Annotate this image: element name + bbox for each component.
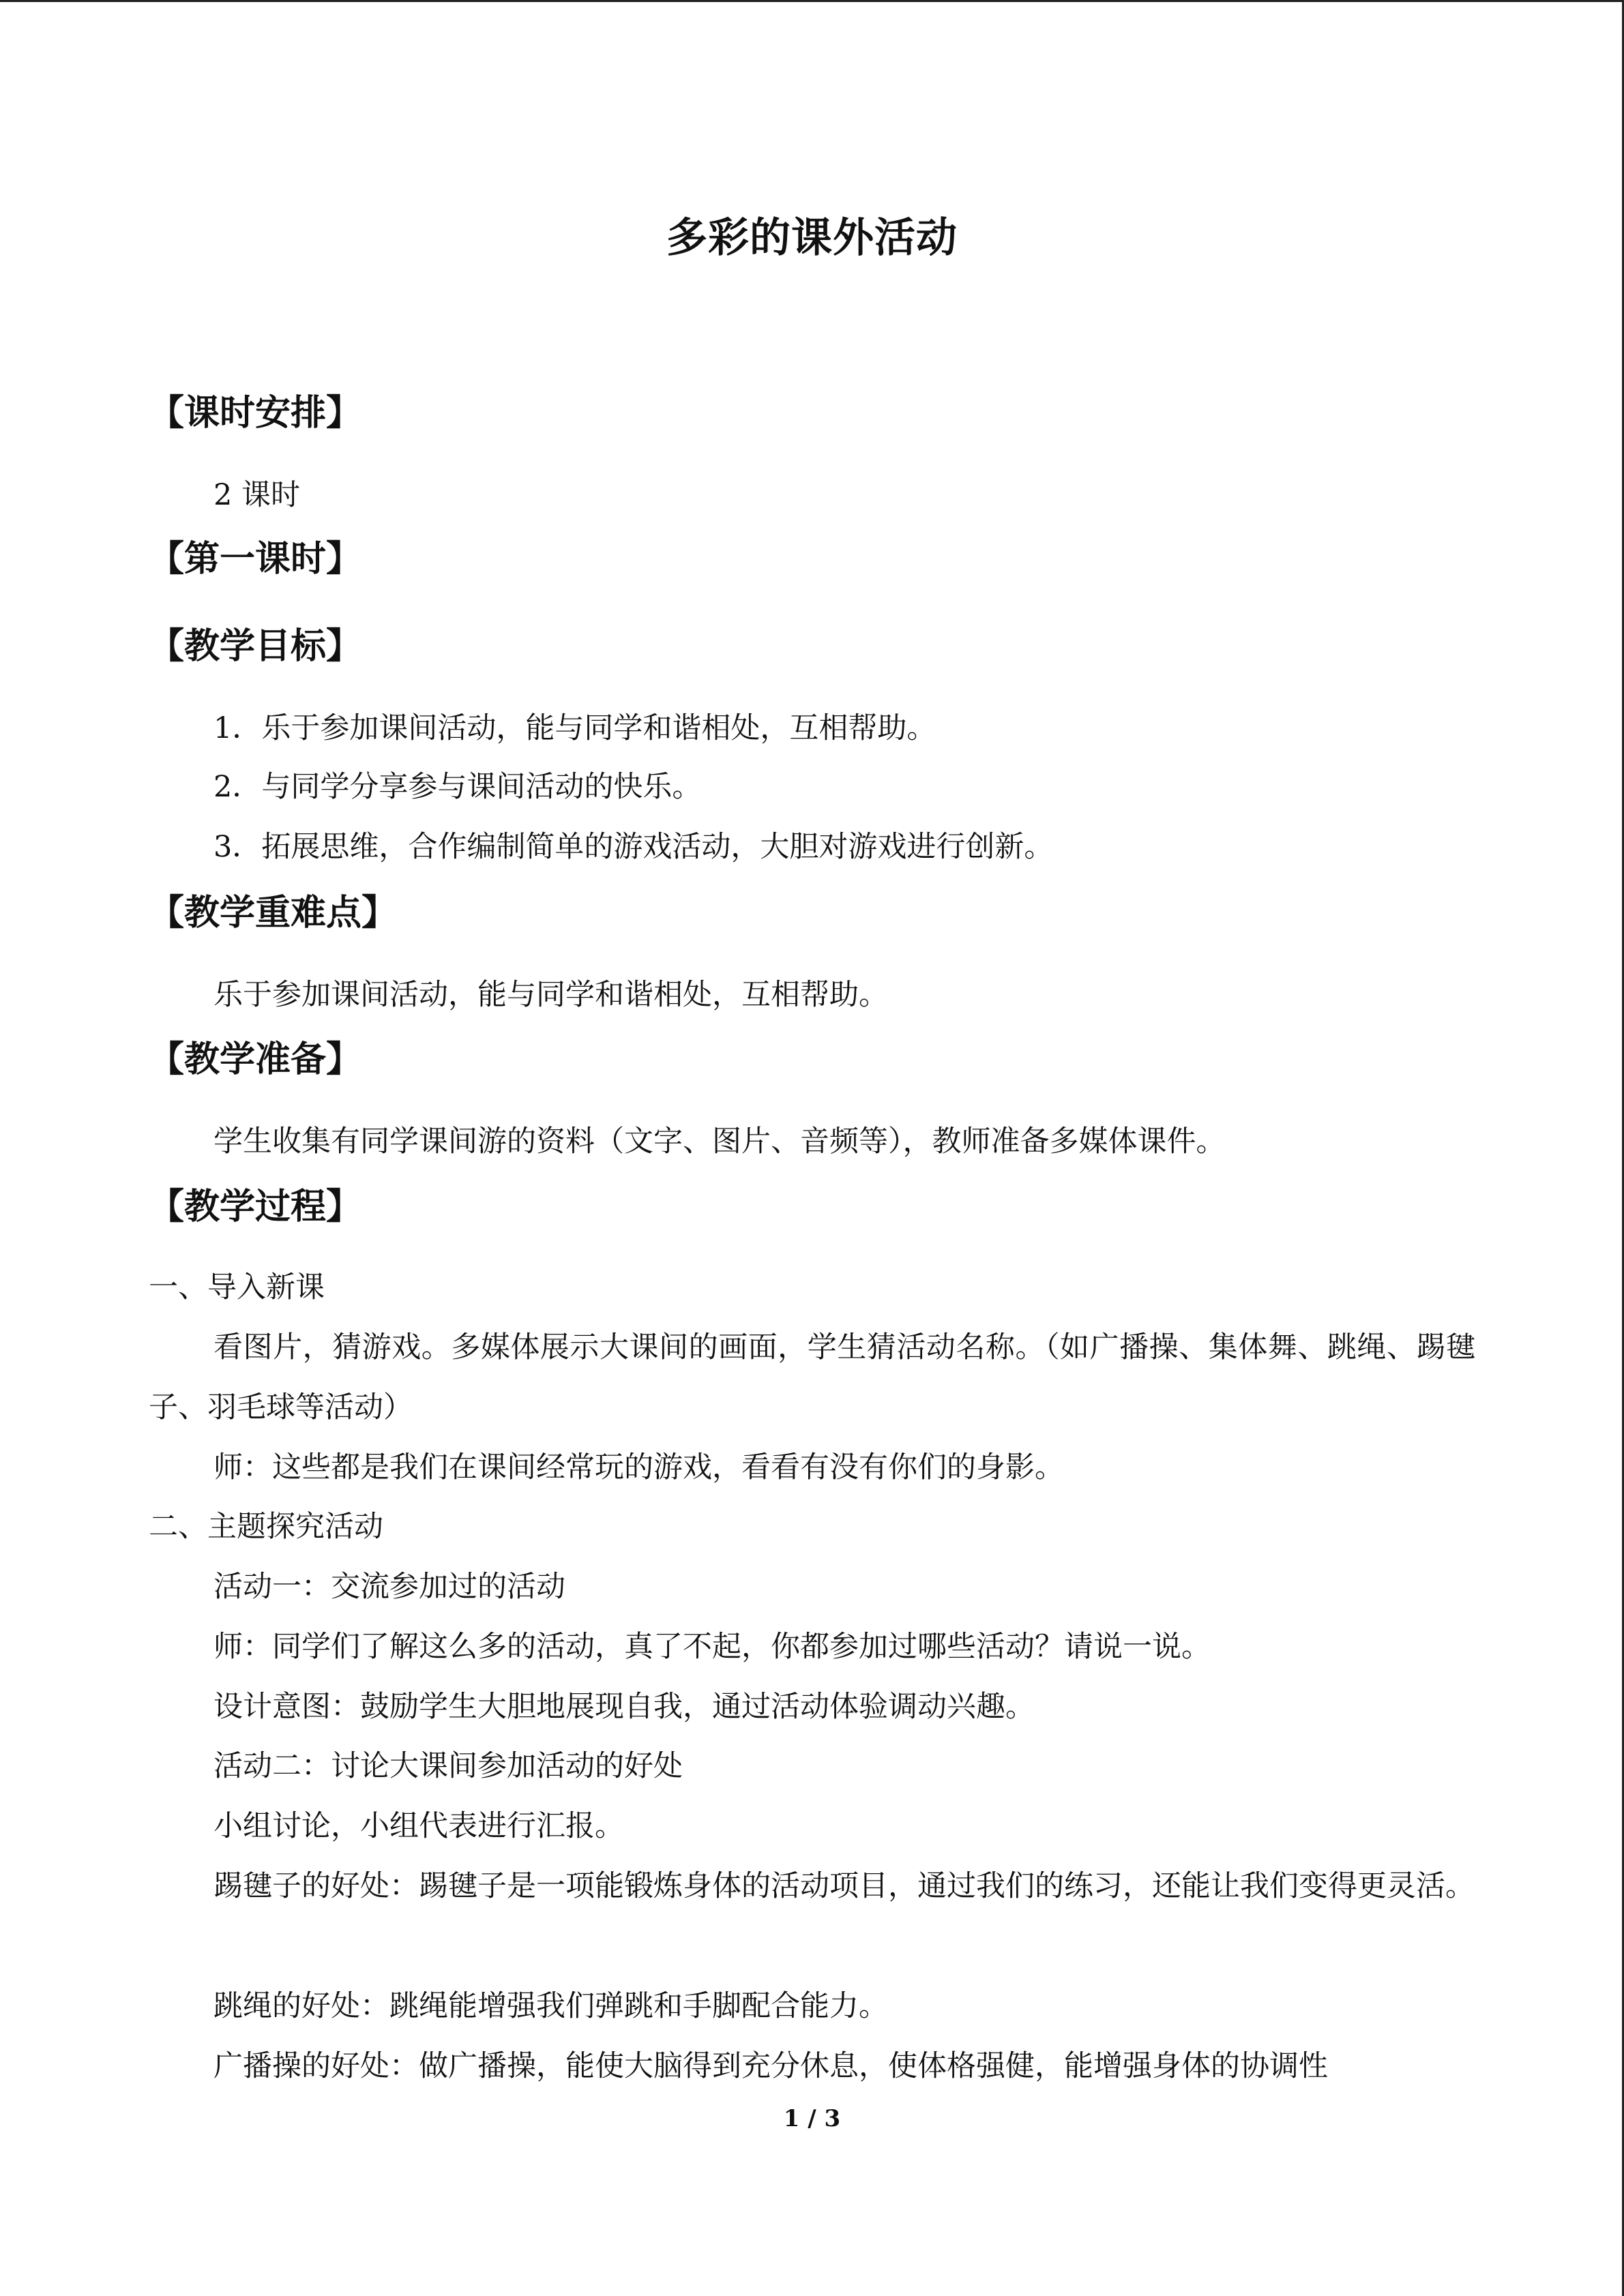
key-points-heading: 【教学重难点】	[149, 893, 398, 934]
benefit-shuttlecock: 踢毽子的好处：踢毽子是一项能锻炼身体的活动项目，通过我们的练习，还能让我们变得更灵活。	[213, 1869, 1475, 1903]
benefit-exercise: 广播操的好处：做广播操，能使大脑得到充分休息，使体格强健，能增强身体的协调性	[213, 2049, 1328, 2083]
activity2-group-line: 小组讨论，小组代表进行汇报。	[213, 1809, 624, 1843]
goal-item: 3．拓展思维，合作编制简单的游戏活动，大胆对游戏进行创新。	[213, 830, 1054, 864]
part1-title: 一、导入新课	[149, 1270, 325, 1304]
part2-title: 二、主题探究活动	[149, 1510, 383, 1544]
goal-item: 1．乐于参加课间活动，能与同学和谐相处，互相帮助。	[213, 711, 936, 745]
preparation-heading: 【教学准备】	[149, 1039, 362, 1080]
part1-text: 看图片，猜游戏。多媒体展示大课间的画面，学生猜活动名称。（如广播操、集体舞、跳绳、踢毽子、羽毛球等活动）	[149, 1330, 1475, 1425]
activity1-teacher-line: 师：同学们了解这么多的活动，真了不起，你都参加过哪些活动？请说一说。	[213, 1630, 1211, 1664]
activity1-title: 活动一：交流参加过的活动	[213, 1570, 565, 1604]
key-points-text: 乐于参加课间活动，能与同学和谐相处，互相帮助。	[213, 978, 888, 1012]
process-heading: 【教学过程】	[149, 1187, 362, 1227]
part1-teacher-line: 师：这些都是我们在课间经常玩的游戏，看看有没有你们的身影。	[213, 1450, 1064, 1485]
preparation-text: 学生收集有同学课间游的资料（文字、图片、音频等），教师准备多媒体课件。	[213, 1124, 1226, 1159]
schedule-heading: 【课时安排】	[149, 393, 362, 434]
benefit-rope: 跳绳的好处：跳绳能增强我们弹跳和手脚配合能力。	[213, 1989, 888, 2023]
schedule-text: 2 课时	[213, 478, 301, 512]
document-title: 多彩的课外活动	[666, 214, 958, 262]
goals-heading: 【教学目标】	[149, 626, 362, 667]
activity2-title: 活动二：讨论大课间参加活动的好处	[213, 1749, 683, 1783]
page-number: 1 / 3	[783, 2105, 841, 2132]
goal-item: 2．与同学分享参与课间活动的快乐。	[213, 770, 702, 804]
lesson1-heading: 【第一课时】	[149, 539, 362, 580]
activity1-design-note: 设计意图：鼓励学生大胆地展现自我，通过活动体验调动兴趣。	[213, 1690, 1035, 1724]
page-border-top	[0, 0, 1624, 2]
